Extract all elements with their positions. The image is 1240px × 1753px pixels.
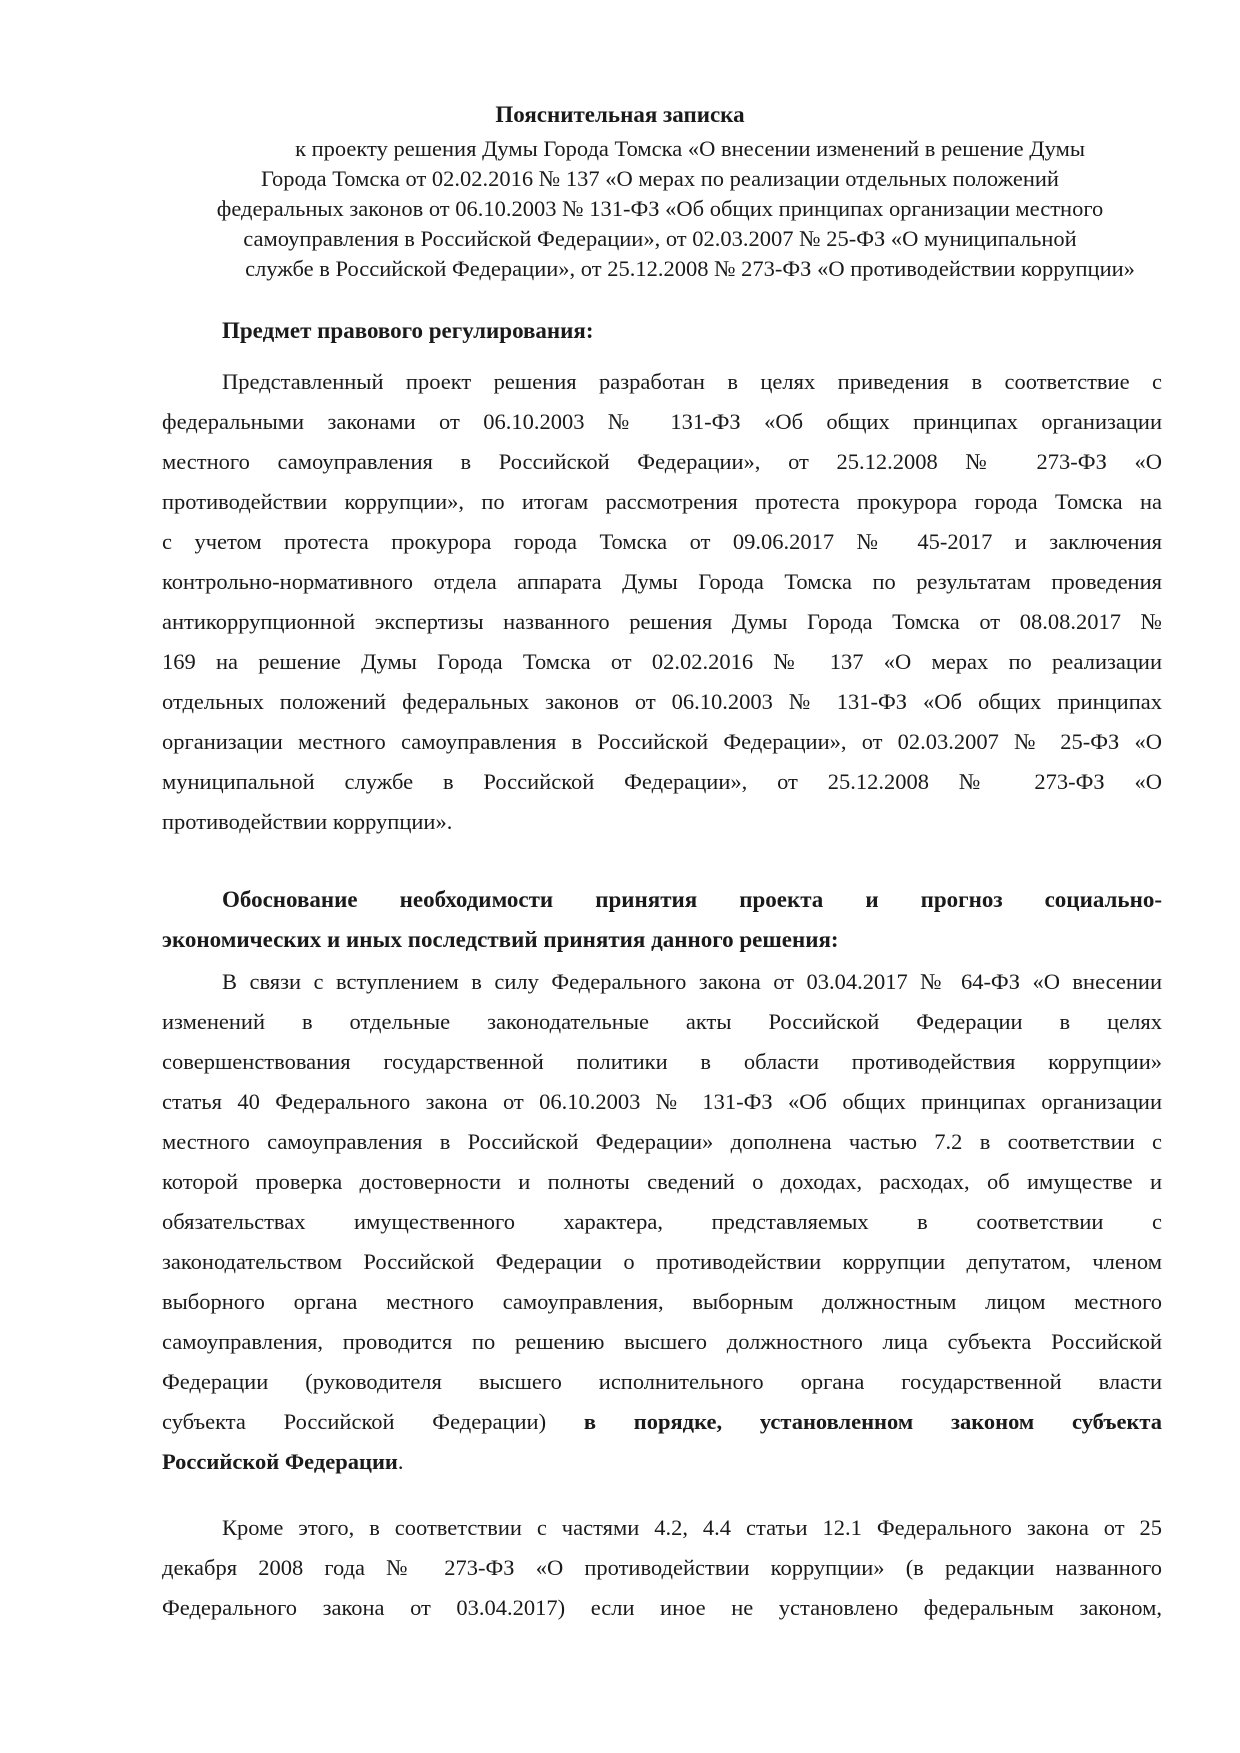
paragraph-line: изменений в отдельные законодательные акты Российской Федерации в целях	[162, 1009, 1162, 1034]
paragraph-line: самоуправления, проводится по решению высшего должностного лица субъекта Российской	[162, 1329, 1162, 1354]
paragraph-line: местного самоуправления в Российской Федерации», от 25.12.2008 № 273-ФЗ «О	[162, 449, 1162, 474]
paragraph-line: Федерации (руководителя высшего исполнительного органа государственной власти	[162, 1369, 1162, 1394]
paragraph-line: антикоррупционной экспертизы названного решения Думы Города Томска от 08.08.2017 №	[162, 609, 1162, 634]
paragraph-line: которой проверка достоверности и полноты сведений о доходах, расходах, об имуществе и	[162, 1169, 1162, 1194]
heading-line: экономических и иных последствий принятия данного решения:	[162, 927, 839, 952]
plain-text: .	[397, 1449, 404, 1474]
subtitle-line: самоуправления в Российской Федерации», от 02.03.2007 № 25-ФЗ «О муниципальной	[243, 226, 1077, 251]
subtitle-line: Города Томска от 02.02.2016 № 137 «О мерах по реализации отдельных положений	[261, 166, 1059, 191]
paragraph-subject	[162, 362, 1162, 842]
paragraph-line: федеральными законами от 06.10.2003 № 131-ФЗ «Об общих принципах организации	[162, 409, 1162, 434]
paragraph-line: совершенствования государственной политики в области противодействия коррупции»	[162, 1049, 1162, 1074]
subtitle-line: службе в Российской Федерации», от 25.12.2008 № 273-ФЗ «О противодействии коррупции»	[245, 256, 1135, 281]
section-heading-subject: Предмет правового регулирования:	[222, 318, 594, 343]
paragraph-line-mixed	[162, 1402, 1162, 1442]
paragraph-line: В связи с вступлением в силу Федерального закона от 03.04.2017 № 64-ФЗ «О внесении	[222, 969, 1162, 994]
paragraph-line: декабря 2008 года № 273-ФЗ «О противодействии коррупции» (в редакции названного	[162, 1555, 1162, 1580]
paragraph-line: муниципальной службе в Российской Федерации», от 25.12.2008 № 273-ФЗ «О	[162, 769, 1162, 794]
paragraph-line: 169 на решение Думы Города Томска от 02.02.2016 № 137 «О мерах по реализации	[162, 649, 1162, 674]
paragraph-line-mixed	[162, 1442, 1162, 1482]
paragraph-line: Кроме этого, в соответствии с частями 4.2, 4.4 статьи 12.1 Федерального закона от 25	[222, 1515, 1162, 1540]
paragraph-line: Представленный проект решения разработан в целях приведения в соответствие с	[222, 369, 1162, 394]
paragraph-line: обязательствах имущественного характера, представляемых в соответствии с	[162, 1209, 1162, 1234]
bold-text: Российской Федерации	[162, 1449, 398, 1474]
paragraph-line: выборного органа местного самоуправления, выборным должностным лицом местного	[162, 1289, 1162, 1314]
paragraph-line: противодействии коррупции».	[162, 809, 453, 834]
document-subtitle	[160, 134, 1160, 284]
heading-line: Обоснование необходимости принятия проекта и прогноз социально-	[222, 887, 1162, 912]
document-title: Пояснительная записка	[495, 102, 745, 127]
subtitle-line: федеральных законов от 06.10.2003 № 131-ФЗ «Об общих принципах организации местного	[216, 196, 1104, 221]
paragraph-line: отдельных положений федеральных законов от 06.10.2003 № 131-ФЗ «Об общих принципах	[162, 689, 1162, 714]
paragraph-line: статья 40 Федерального закона от 06.10.2003 № 131-ФЗ «Об общих принципах организации	[162, 1089, 1162, 1114]
paragraph-line: контрольно-нормативного отдела аппарата Думы Города Томска по результатам проведения	[162, 569, 1162, 594]
paragraph-line: законодательством Российской Федерации о противодействии коррупции депутатом, членом	[162, 1249, 1162, 1274]
paragraph-line: местного самоуправления в Российской Федерации» дополнена частью 7.2 в соответствии с	[162, 1129, 1162, 1154]
bold-text: в порядке, установленном законом субъекта	[583, 1409, 1163, 1434]
paragraph-additional	[162, 1508, 1162, 1628]
paragraph-justification	[162, 962, 1162, 1482]
section-heading-justification	[162, 880, 1162, 960]
paragraph-line: организации местного самоуправления в Российской Федерации», от 02.03.2007 № 25-ФЗ «О	[162, 729, 1162, 754]
paragraph-line: Федерального закона от 03.04.2017) если иное не установлено федеральным законом,	[162, 1595, 1162, 1620]
paragraph-line: с учетом протеста прокурора города Томска от 09.06.2017 № 45-2017 и заключения	[162, 529, 1162, 554]
subtitle-line: к проекту решения Думы Города Томска «О внесении изменений в решение Думы	[295, 136, 1085, 161]
plain-text: субъекта Российской Федерации)	[162, 1409, 547, 1434]
paragraph-line: противодействии коррупции», по итогам рассмотрения протеста прокурора города Томска на	[162, 489, 1162, 514]
